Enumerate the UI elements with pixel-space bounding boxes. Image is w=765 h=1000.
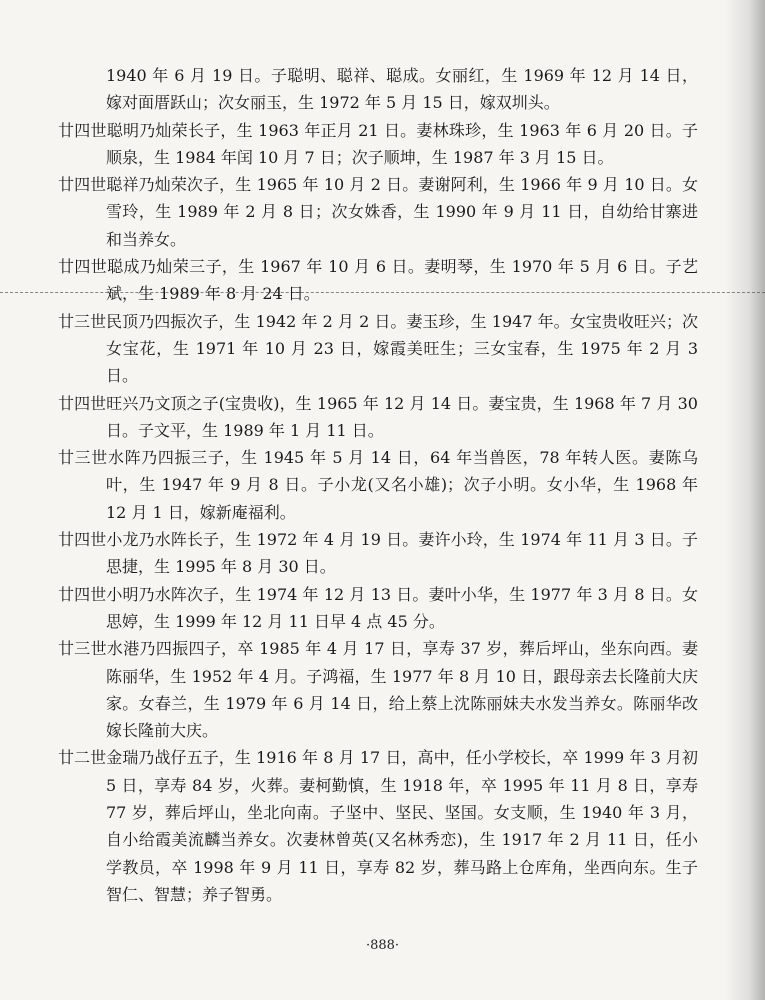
entry-congcheng: 廿四世聪成乃灿荣三子，生 1967 年 10 月 6 日。妻明琴，生 1970 年 5 月 6 日。子艺斌，生 1989 年 8 月 24 日。 [58,257,698,304]
page-number: ·888· [365,938,400,953]
entry-xiaoming: 廿四世小明乃水阵次子，生 1974 年 12 月 13 日。妻叶小华，生 1977 年 3 月 8 日。女思婷，生 1999 年 12 月 11 日早 4 点 45 分。 [58,584,698,631]
scan-edge-shadow [725,0,765,1000]
entry-shuigang: 廿三世水港乃四振四子，卒 1985 年 4 月 17 日，享寿 37 岁，葬后坪山，坐东向西。妻陈丽华，生 1952 年 4 月。子鸿福，生 1977 年 8 月 10 日，跟母亲去长隆前大庆家。女春兰，生 1979 年 6 月 14 日，给上蔡上沈陈丽妹夫水发当养女。陈丽华改嫁长隆前大庆。 [58,639,698,741]
entry-jinrui: 廿二世金瑞乃战仔五子，生 1916 年 8 月 17 日，高中，任小学校长，卒 1999 年 3 月初 5 日，享寿 84 岁，火葬。妻柯勤慎，生 1918 年，卒 1995 年 11 月 8 日，享寿 77 岁，葬后坪山，坐北向南。子坚中、坚民、坚国。女支顺，生 1940 年 3 月，自小给霞美流麟当养女。次妻林曾英(又名林秀恋)，生 1917 年 2 月 11 日，任小学教员，卒 1998 年 9 月 11 日，享寿 82 岁，葬马路上仓库角，坐西向东。生子智仁、智慧；养子智勇。 [58,748,698,904]
entry-shuizhen: 廿三世水阵乃四振三子，生 1945 年 5 月 14 日，64 年当兽医，78 年转人医。妻陈乌叶，生 1947 年 9 月 8 日。子小龙(又名小雄)；次子小明。女小华，生 1968 年 12 月 1 日，嫁新庵福利。 [58,448,698,522]
entry-congming: 廿四世聪明乃灿荣长子，生 1963 年正月 21 日。妻林珠珍，生 1963 年 6 月 20 日。子顺泉，生 1984 年闰 10 月 7 日；次子顺坤，生 1987 年 3 月 15 日。 [58,120,698,167]
entry-minding: 廿三世民顶乃四振次子，生 1942 年 2 月 2 日。妻玉珍，生 1947 年。女宝贵收旺兴；次女宝花，生 1971 年 10 月 23 日，嫁霞美旺生；三女宝春，生 1975 年 2 月 3 日。 [58,311,698,386]
entry-congxiang: 廿四世聪祥乃灿荣次子，生 1965 年 10 月 2 日。妻谢阿利，生 1966 年 9 月 10 日。女雪玲，生 1989 年 2 月 8 日；次女姝香，生 1990 年 9 月 11 日，自幼给甘寨进和当养女。 [58,175,698,249]
entry-xiaolong: 廿四世小龙乃水阵长子，生 1972 年 4 月 19 日。妻许小玲，生 1974 年 11 月 3 日。子思捷，生 1995 年 8 月 30 日。 [58,530,698,577]
genealogy-text [58,62,698,908]
entry-wangxing: 廿四世旺兴乃文顶之子(宝贵收)，生 1965 年 12 月 14 日。妻宝贵，生 1968 年 7 月 30 日。子文平，生 1989 年 1 月 11 日。 [58,393,698,440]
entry-continued: 1940 年 6 月 19 日。子聪明、聪祥、聪成。女丽红，生 1969 年 12 月 14 日，嫁对面厝跃山；次女丽玉，生 1972 年 5 月 15 日，嫁双圳头。 [106,66,698,113]
